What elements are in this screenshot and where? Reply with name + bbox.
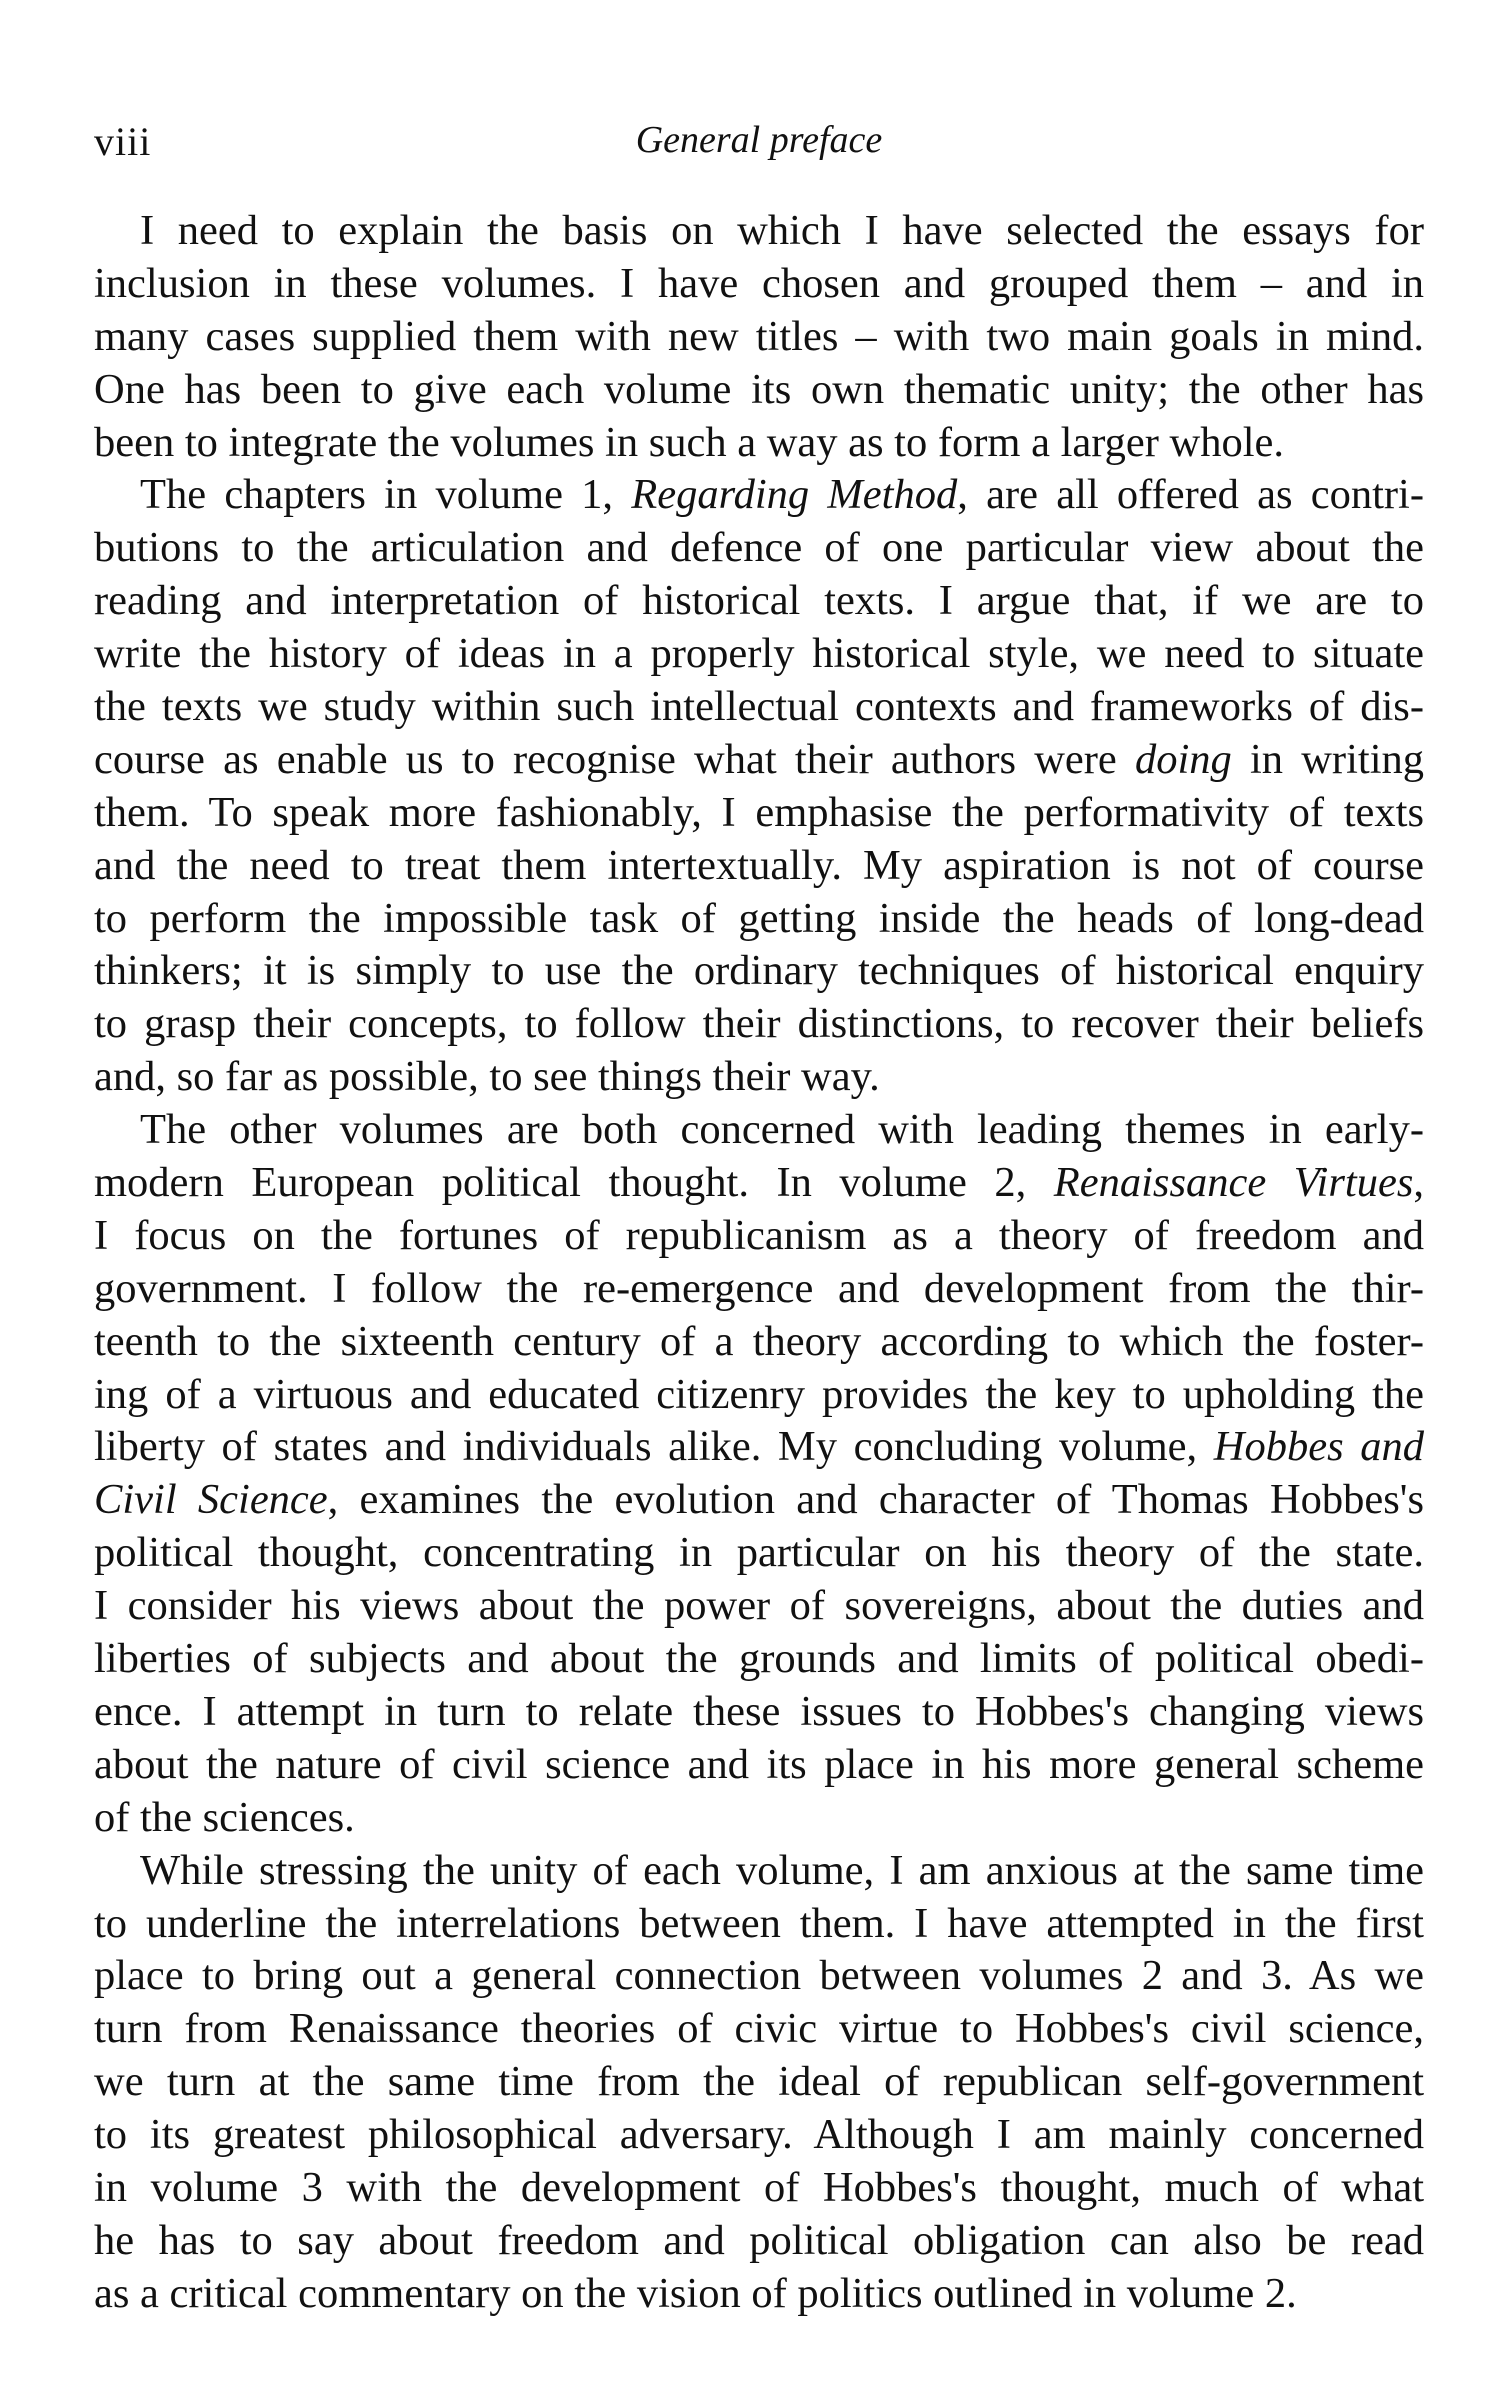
- text-line: [94, 2109, 1424, 2162]
- text-line: [94, 417, 1424, 470]
- text-run: we turn at the same time from the ideal of republican self-government: [94, 2058, 1424, 2106]
- text-line: [94, 1421, 1424, 1474]
- text-run: he has to say about freedom and political obligation can also be read: [94, 2216, 1424, 2264]
- text-line: [94, 1580, 1424, 1633]
- text-run: and the need to treat them intertextually. My aspiration is not of course: [94, 841, 1424, 889]
- paragraph: [94, 469, 1424, 1104]
- text-line: [94, 469, 1424, 522]
- text-run: in writing: [1231, 735, 1425, 783]
- text-run: government. I follow the re-emergence and development from the thir-: [94, 1264, 1424, 1312]
- italic-title: Renaissance Virtues: [1053, 1159, 1414, 1207]
- text-line: [94, 2056, 1424, 2109]
- text-line: [94, 1792, 1424, 1845]
- text-run: butions to the articulation and defence of one particular view about the: [94, 524, 1424, 572]
- text-line: [94, 787, 1424, 840]
- text-line: [94, 628, 1424, 681]
- text-line: [94, 2003, 1424, 2056]
- text-run: place to bring out a general connection between volumes 2 and 3. As we: [94, 1952, 1424, 2000]
- text-run: I consider his views about the power of sovereigns, about the duties and: [94, 1582, 1424, 1630]
- text-run: liberty of states and individuals alike. My concluding volume,: [94, 1423, 1214, 1471]
- text-line: [94, 2215, 1424, 2268]
- text-run: The other volumes are both concerned with leading themes in early-: [140, 1106, 1424, 1154]
- text-line: [94, 1474, 1424, 1527]
- italic-title: Regarding Method: [631, 471, 958, 519]
- text-run: I need to explain the basis on which I have selected the essays for: [140, 207, 1424, 254]
- paragraph: [94, 1104, 1424, 1844]
- text-line: [94, 2162, 1424, 2215]
- italic-title: Civil Science: [94, 1476, 328, 1524]
- text-run: write the history of ideas in a properly historical style, we need to situate: [94, 630, 1424, 678]
- text-line: [94, 1104, 1424, 1157]
- text-run: the texts we study within such intellectual contexts and frameworks of dis-: [94, 683, 1424, 731]
- italic-title: doing: [1134, 735, 1232, 783]
- text-run: modern European political thought. In volume 2,: [94, 1159, 1054, 1207]
- text-line: [94, 840, 1424, 893]
- page-number: viii: [94, 119, 152, 164]
- paragraph: [94, 1845, 1424, 2321]
- text-run: to grasp their concepts, to follow their distinctions, to recover their beliefs: [94, 1000, 1424, 1048]
- body-text: [94, 205, 1424, 2321]
- text-line: [94, 364, 1424, 417]
- text-line: [94, 945, 1424, 998]
- text-run: and, so far as possible, to see things their way.: [94, 1053, 880, 1101]
- paragraph: [94, 205, 1424, 469]
- text-line: [94, 522, 1424, 575]
- text-line: [94, 205, 1424, 258]
- text-run: to underline the interrelations between them. I have attempted in the first: [94, 1899, 1424, 1947]
- text-run: , examines the evolution and character of Thomas Hobbes's: [327, 1476, 1424, 1524]
- text-run: inclusion in these volumes. I have chosen and grouped them – and in: [94, 259, 1424, 307]
- text-line: [94, 1157, 1424, 1210]
- text-run: ence. I attempt in turn to relate these issues to Hobbes's changing views: [94, 1687, 1424, 1735]
- text-line: [94, 1316, 1424, 1369]
- text-line: [94, 575, 1424, 628]
- text-run: of the sciences.: [94, 1793, 355, 1841]
- text-line: [94, 1739, 1424, 1792]
- text-line: [94, 1051, 1424, 1104]
- text-line: [94, 893, 1424, 946]
- text-line: [94, 1527, 1424, 1580]
- text-run: to its greatest philosophical adversary. Although I am mainly concerned: [94, 2111, 1424, 2159]
- text-run: reading and interpretation of historical texts. I argue that, if we are to: [94, 577, 1424, 625]
- text-run: I focus on the fortunes of republicanism as a theory of freedom and: [94, 1211, 1424, 1259]
- running-title: General preface: [635, 119, 883, 161]
- text-line: [94, 1369, 1424, 1422]
- text-run: One has been to give each volume its own thematic unity; the other has: [94, 365, 1424, 413]
- text-run: turn from Renaissance theories of civic virtue to Hobbes's civil science,: [94, 2005, 1424, 2053]
- text-run: ing of a virtuous and educated citizenry provides the key to upholding the: [94, 1370, 1424, 1418]
- running-head: [94, 118, 1424, 178]
- text-line: [94, 734, 1424, 787]
- text-run: them. To speak more fashionably, I emphasise the performativity of texts: [94, 788, 1424, 836]
- text-line: [94, 681, 1424, 734]
- text-line: [94, 1845, 1424, 1898]
- text-line: [94, 1950, 1424, 2003]
- italic-title: Hobbes and: [1213, 1423, 1424, 1471]
- text-line: [94, 1633, 1424, 1686]
- text-run: teenth to the sixteenth century of a theory according to which the foster-: [94, 1317, 1424, 1365]
- text-run: political thought, concentrating in particular on his theory of the state.: [94, 1529, 1424, 1577]
- text-line: [94, 1210, 1424, 1263]
- text-run: , are all offered as contri-: [957, 471, 1425, 519]
- text-run: in volume 3 with the development of Hobbes's thought, much of what: [94, 2163, 1424, 2211]
- text-run: about the nature of civil science and its place in his more general scheme: [94, 1740, 1424, 1788]
- text-line: [94, 311, 1424, 364]
- text-run: While stressing the unity of each volume, I am anxious at the same time: [140, 1846, 1424, 1894]
- text-run: The chapters in volume 1,: [140, 471, 632, 519]
- text-run: ,: [1413, 1159, 1424, 1207]
- text-run: many cases supplied them with new titles – with two main goals in mind.: [94, 312, 1424, 360]
- text-run: liberties of subjects and about the grounds and limits of political obedi-: [94, 1635, 1424, 1683]
- text-line: [94, 998, 1424, 1051]
- text-line: [94, 258, 1424, 311]
- text-line: [94, 2268, 1424, 2321]
- text-run: as a critical commentary on the vision of politics outlined in volume 2.: [94, 2269, 1297, 2317]
- text-run: to perform the impossible task of getting inside the heads of long-dead: [94, 894, 1424, 942]
- text-line: [94, 1898, 1424, 1951]
- text-run: thinkers; it is simply to use the ordinary techniques of historical enquiry: [94, 947, 1424, 995]
- text-line: [94, 1263, 1424, 1316]
- text-line: [94, 1686, 1424, 1739]
- text-run: been to integrate the volumes in such a way as to form a larger whole.: [94, 418, 1285, 466]
- text-run: course as enable us to recognise what their authors were: [94, 735, 1135, 783]
